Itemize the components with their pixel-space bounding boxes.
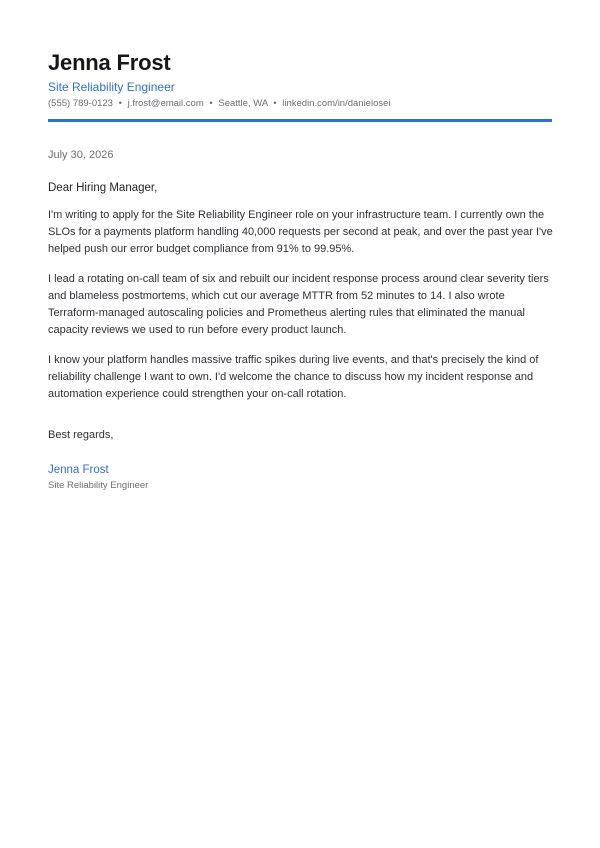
letter-greeting: Dear Hiring Manager, — [48, 182, 158, 194]
signature-name: Jenna Frost — [48, 464, 109, 476]
contact-email: j.frost@email.com — [127, 98, 204, 109]
letter-paragraph: I lead a rotating on-call team of six and rebuilt our incident response process around clear severity tiers and blameless postmortems, which cut our average MTTR from 52 minutes to 14. I also wrote Terraform-managed autoscaling policies and Prometheus alerting rules that eliminated the manual capacity reviews we used to run before every product launch. — [48, 273, 549, 336]
contact-separator: • — [118, 98, 122, 109]
letter-closing: Best regards, — [48, 429, 114, 441]
signature-title: Site Reliability Engineer — [48, 480, 149, 491]
applicant-name: Jenna Frost — [48, 50, 171, 75]
contact-separator: • — [209, 98, 213, 109]
letter-paragraph: I'm writing to apply for the Site Reliability Engineer role on your infrastructure team. I currently own the SLOs for a payments platform handling 40,000 requests per second at peak, and over the past year I've helped push our error budget compliance from 91% to 99.95%. — [48, 209, 553, 255]
contact-separator: • — [273, 98, 277, 109]
applicant-role: Site Reliability Engineer — [48, 80, 175, 94]
contact-location: Seattle, WA — [218, 98, 268, 109]
letter-paragraph: I know your platform handles massive traffic spikes during live events, and that's precisely the kind of reliability challenge I want to own. I'd welcome the chance to discuss how my incident response and automation experience could strengthen your on-call rotation. — [48, 354, 539, 400]
contact-line — [48, 97, 391, 111]
contact-linkedin: linkedin.com/in/danielosei — [282, 98, 391, 109]
header-divider — [48, 119, 552, 122]
contact-phone: (555) 789-0123 — [48, 98, 113, 109]
letter-date: July 30, 2026 — [48, 149, 114, 161]
